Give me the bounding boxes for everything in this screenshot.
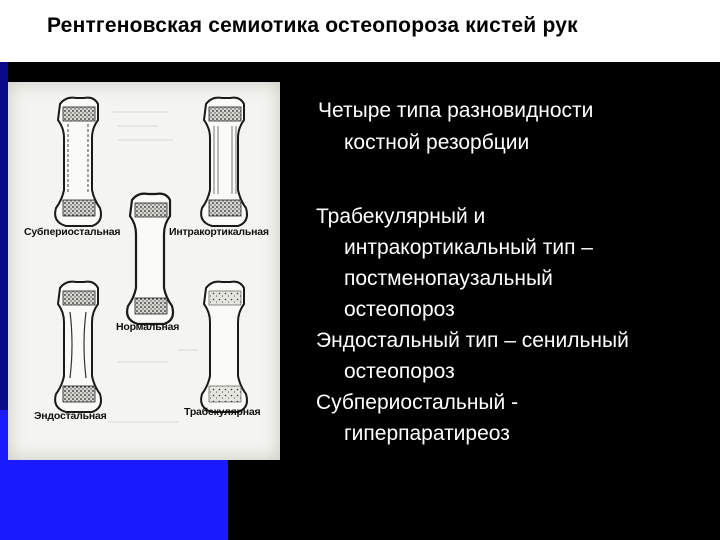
phalanx-illustrations <box>8 82 280 460</box>
bullet-line: гиперпаратиреоз <box>344 422 510 445</box>
label-trabecular: Трабекулярная <box>184 406 261 418</box>
slide-title: Рентгеновская семиотика остеопороза кистей рук <box>47 14 578 37</box>
bullet-first-line: убпериостальный - <box>331 391 519 414</box>
bullet-first-line: рабекулярный и <box>327 205 486 228</box>
bullet-trabecular <box>316 201 716 325</box>
heading-line-1: Четыре типа разновидности <box>318 99 594 122</box>
bullet-line: интракортикальный тип – <box>344 236 593 259</box>
label-subperiosteal: Субпериостальная <box>24 226 121 238</box>
label-endosteal: Эндостальная <box>34 410 107 422</box>
bullet-cap: Э <box>316 329 332 352</box>
bone-endosteal <box>55 282 101 412</box>
bullet-subperiosteal <box>316 387 716 449</box>
label-normal: Нормальная <box>116 321 180 333</box>
bullet-first-line: ндостальный тип – сенильный <box>331 329 629 352</box>
bone-trabecular <box>201 282 247 412</box>
bone-intracortical <box>201 98 247 226</box>
section-heading <box>318 95 698 159</box>
bullet-line: остеопороз <box>344 298 455 321</box>
bullet-endosteal <box>316 325 716 387</box>
bullet-cap: С <box>316 391 332 414</box>
bullet-cap: Т <box>316 205 328 228</box>
bone-subperiosteal <box>55 98 101 226</box>
bone-normal <box>127 194 173 324</box>
bullet-line: остеопороз <box>344 360 455 383</box>
label-intracortical: Интракортикальная <box>169 226 269 238</box>
bullet-line: постменопаузальный <box>344 267 553 290</box>
heading-line-2: костной резорбции <box>344 131 530 154</box>
bullet-list <box>316 201 716 449</box>
title-bar <box>0 0 720 62</box>
bone-resorption-figure <box>8 82 280 460</box>
